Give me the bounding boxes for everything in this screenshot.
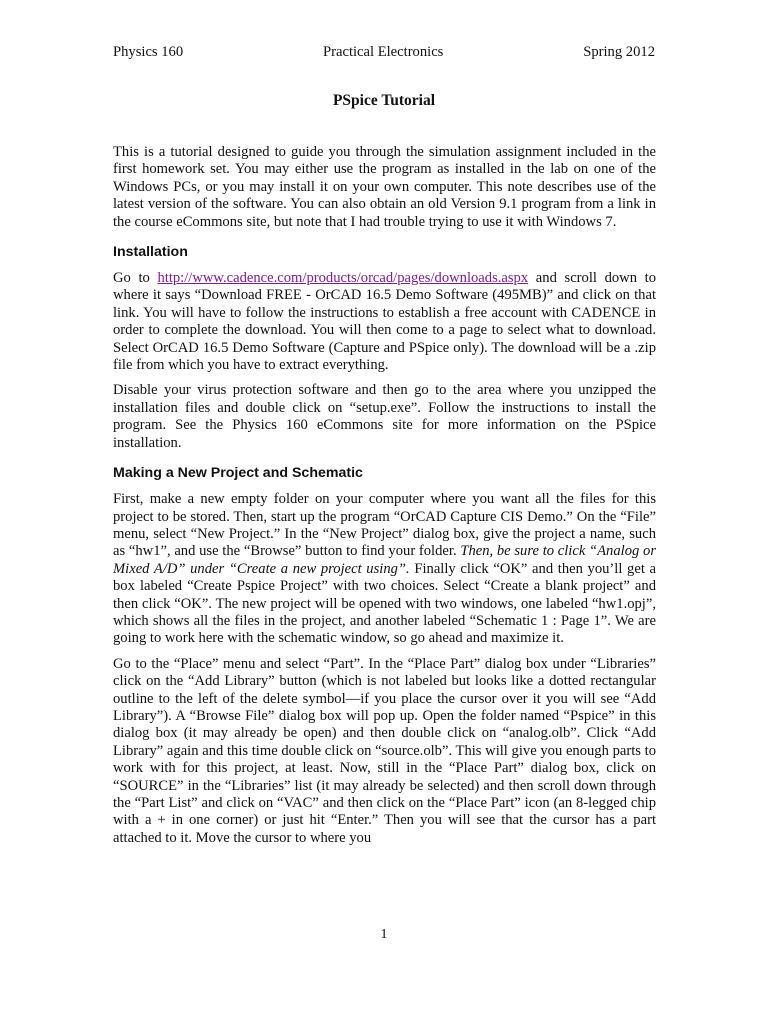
new-project-paragraph-2: Go to the “Place” menu and select “Part”. In the “Place Part” dialog box under “Libraries” click on the “Add Library” button (which is not labeled but looks like a dotted rectangular outline to the left of the delete symbol—if you place the cursor over it you will see “Add Library”). A “Browse File” dialog box will pop up. Open the folder named “Pspice” in this dialog box (it may already be open) and then double click on “analog.olb”. Click “Add Library” again and this time double click on “source.olb”. This will give you enough parts to work with for this project, at least. Now, still in the “Place Part” dialog box, click on “SOURCE” in the “Libraries” list (it may already be selected) and then scroll down through the “Part List” and click on “VAC” and then click on the “Place Part” icon (an 8-legged chip with a + in one corner) or just hit “Enter.” Then you will see that the cursor has a part attached to it. Move the cursor to where you <box>113 655 656 846</box>
document-body <box>113 144 656 855</box>
header-course: Physics 160 <box>113 44 184 60</box>
new-project-p1-pre: First, make a new empty folder on your computer where you want all the files for this project to be stored. Then, start up the program “OrCAD Capture CIS Demo.” On the “File” menu, select “New Project.” In the “New Project” dialog box, give the project a name, such as “hw1”, and use the “Browse” button to find your folder. <box>113 491 656 560</box>
new-project-heading: Making a New Project and Schematic <box>113 465 363 482</box>
installation-paragraph-1 <box>113 270 656 374</box>
new-project-p1-emphasis: Then, be sure to click “Analog or Mixed A/D” under “Create a new project using”. <box>113 543 656 577</box>
header-subject: Practical Electronics <box>323 44 444 60</box>
document-title: PSpice Tutorial <box>332 92 436 109</box>
installation-p1-pre: Go to <box>113 270 158 287</box>
page-header <box>113 44 655 61</box>
installation-p1-post: and scroll down to where it says “Download FREE - OrCAD 16.5 Demo Software (495MB)” and click on that link. You will have to follow the instructions to establish a free account with CADENCE in order to complete the download. You will then come to a page to select what to download. Select OrCAD 16.5 Demo Software (Capture and PSpice only). The download will be a .zip file from which you have to extract everything. <box>113 270 656 374</box>
installation-paragraph-2: Disable your virus protection software and then go to the area where you unzipped the installation files and double click on “setup.exe”. Follow the instructions to install the program. See the Physics 160 eCommons site for more information on the PSpice installation. <box>113 382 656 451</box>
download-link[interactable]: http://www.cadence.com/products/orcad/pages/downloads.aspx <box>157 270 529 287</box>
intro-paragraph: This is a tutorial designed to guide you through the simulation assignment included in the first homework set. You may either use the program as installed in the lab on one of the Windows PCs, or you may install it on your own computer. This note describes use of the latest version of the software. You can also obtain an old Version 9.1 program from a link in the course eCommons site, but note that I had trouble trying to use it with Windows 7. <box>113 144 656 230</box>
page-number: 1 <box>380 927 388 942</box>
header-term: Spring 2012 <box>583 44 655 60</box>
new-project-p1-post: Finally click “OK” and then you’ll get a box labeled “Create Pspice Project” with two choices. Select “Create a blank project” and then click “OK”. The new project will be opened with two windows, one labeled “hw1.opj”, which shows all the files in the project, and another labeled “Schematic 1 : Page 1”. We are going to work here with the schematic window, so go ahead and maximize it. <box>113 560 656 647</box>
installation-heading: Installation <box>113 244 188 261</box>
new-project-paragraph-1 <box>113 491 656 648</box>
